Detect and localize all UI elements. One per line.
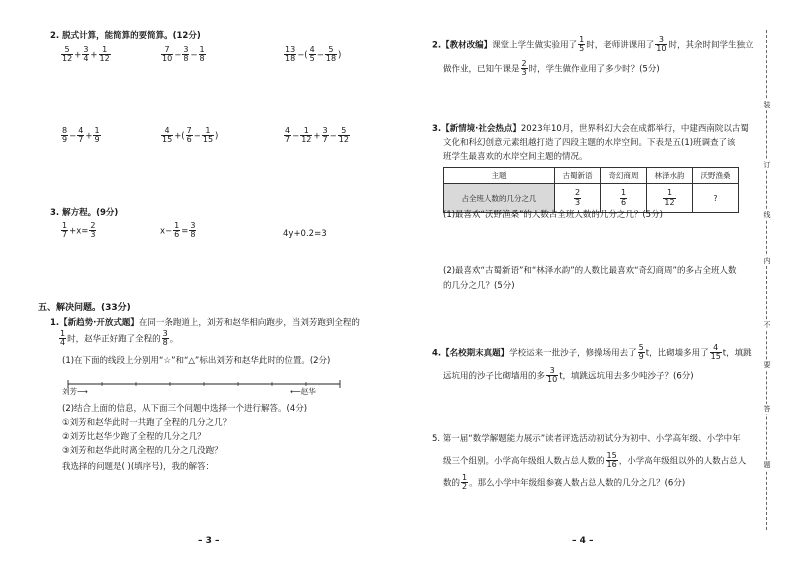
p1-line-2: $\frac{1}{4}$ 时，赵华正好跑了全程的 $\frac{3}{8}$ 。 <box>60 329 179 348</box>
page-number-left: – 3 – <box>198 536 220 546</box>
q2-expr-6: $\frac{4}{7}$ − $\frac{1}{12}$ + $\frac{3}{7}$ − $\frac{5}{12}$ <box>285 126 349 145</box>
p1-option-1: ①刘芳和赵华此时一共跑了全程的几分之几？ <box>62 418 232 428</box>
table-cell-1: $\frac{2}{3}$ <box>555 184 601 213</box>
q2-expr-4: $\frac{8}{9}$ − $\frac{4}{7}$ + $\frac{1}{9}$ <box>62 126 100 145</box>
survey-value-row <box>444 184 739 213</box>
binding-char-4: 内 <box>761 256 773 266</box>
table-row-label: 占全班人数的几分之几 <box>444 184 555 213</box>
p5-line-3: 数的 $\frac{1}{2}$ 。那么小学中年级组参赛人数占总人数的几分之几？(6分) <box>443 473 686 492</box>
p5-line-2: 级三个组别。小学高年级组人数占总人数的 $\frac{15}{16}$ ，小学高年级组以外的人数占总人 <box>443 451 747 470</box>
p2-line-1: 2.【教材改编】课堂上学生做实验用了 $\frac{1}{5}$ 时，老师讲课用了 $\frac{3}{10}$ 时，其余时间学生独立 <box>432 35 754 54</box>
p3-line-1: 3.【新情境·社会热点】2023年10月，世界科幻大会在成都举行，中建西南院以古蜀 <box>432 124 749 134</box>
survey-table <box>443 167 739 213</box>
table-cell-3: $\frac{1}{12}$ <box>647 184 693 213</box>
p3-question-1: (1)最喜欢“沃野渔桑”的人数占全班人数的几分之几？(5分) <box>443 210 663 220</box>
p4-line-1: 4.【名校期末真题】学校运来一批沙子，修操场用去了 $\frac{5}{9}$ t，比砌墙多用了 $\frac{4}{15}$ t，填跳 <box>432 343 752 362</box>
p4-line-2: 远坑用的沙子比砌墙用的多 $\frac{3}{10}$ t，填跳远坑用去多少吨沙子？(6分) <box>443 366 694 385</box>
q2-title: 2. 脱式计算，能简算的要简算。(12分) <box>50 31 201 41</box>
p1-sub-2: (2)结合上面的信息，从下面三个问题中选择一个进行解答。(4分) <box>62 404 308 414</box>
table-cell-4: ? <box>693 184 739 213</box>
p1-sub-1: (1)在下面的线段上分别用“☆”和“△”标出刘芳和赵华此时的位置。(2分) <box>62 356 331 366</box>
q3-eq-2: x− $\frac{1}{6}$ = $\frac{3}{8}$ <box>160 221 196 240</box>
q3-eq-1: $\frac{1}{7}$ +x= $\frac{2}{3}$ <box>62 221 96 240</box>
table-col-3: 林泽水韵 <box>647 168 693 184</box>
arrow-left-icon: ⟵ <box>290 387 301 396</box>
q2-expr-3: $\frac{13}{18}$ −( $\frac{4}{5}$ − $\frac{5}{18}$ ) <box>285 45 342 64</box>
q2-expr-1: $\frac{5}{12}$ + $\frac{3}{4}$ + $\frac{1}{12}$ <box>62 45 110 64</box>
section-5-title: 五、解决问题。(33分) <box>38 303 131 313</box>
p1-option-2: ②刘芳比赵华少跑了全程的几分之几？ <box>62 432 206 442</box>
table-cell-2: $\frac{1}{6}$ <box>601 184 647 213</box>
binding-char-6: 要 <box>761 360 773 370</box>
p1-option-3: ③刘芳和赵华此时离全程的几分之几没跑？ <box>62 446 223 456</box>
p1-choose: 我选择的问题是( )(填序号)，我的解答： <box>62 462 214 472</box>
binding-margin <box>757 30 777 530</box>
table-col-2: 奇幻商周 <box>601 168 647 184</box>
p3-line-3: 班学生最喜欢的水岸空间主题的情况。 <box>443 152 588 162</box>
p3-question-2a: (2)最喜欢“古蜀新语”和“林泽水韵”的人数比最喜欢“奇幻商周”的多占全班人数 <box>443 266 737 276</box>
binding-char-1: 装 <box>761 100 773 110</box>
table-header-label: 主题 <box>444 168 555 184</box>
q3-title: 3. 解方程。(9分) <box>50 208 119 218</box>
p1-line-1: 1.【新趋势·开放式题】在同一条跑道上，刘芳和赵华相向跑步，当刘芳跑到全程的 <box>50 318 360 328</box>
q2-expr-2: $\frac{7}{10}$ − $\frac{3}{8}$ − $\frac{1}{8}$ <box>162 45 205 64</box>
table-col-4: 沃野渔桑 <box>693 168 739 184</box>
binding-char-7: 答 <box>761 404 773 414</box>
liu-label: 刘芳⟶ <box>62 387 88 396</box>
arrow-right-icon: ⟶ <box>77 387 88 396</box>
q2-expr-5: $\frac{4}{15}$ +( $\frac{7}{6}$ − $\frac{1}{15}$ ) <box>162 126 219 145</box>
p2-line-2: 做作业，已知午课是 $\frac{2}{3}$ 时，学生做作业用了多少时？(5分) <box>443 59 660 78</box>
p3-question-2b: 的几分之几？(5分) <box>443 281 515 291</box>
survey-header-row <box>444 168 739 184</box>
binding-char-5: 不 <box>761 320 773 330</box>
q3-eq-3: 4y+0.2=3 <box>283 229 327 239</box>
p3-line-2: 文化和科幻创意元素组越打造了四段主题的水岸空间。下表是五(1)班调查了该 <box>443 138 736 148</box>
binding-char-2: 订 <box>761 160 773 170</box>
table-col-1: 古蜀新语 <box>555 168 601 184</box>
page-number-right: – 4 – <box>572 536 594 546</box>
binding-char-8: 题 <box>761 460 773 470</box>
zhao-label: ⟵赵华 <box>290 387 316 396</box>
p5-line-1: 5. 第一届“数学解题能力展示”读者评选活动初试分为初中、小学高年级、小学中年 <box>432 434 741 444</box>
binding-char-3: 线 <box>761 210 773 220</box>
